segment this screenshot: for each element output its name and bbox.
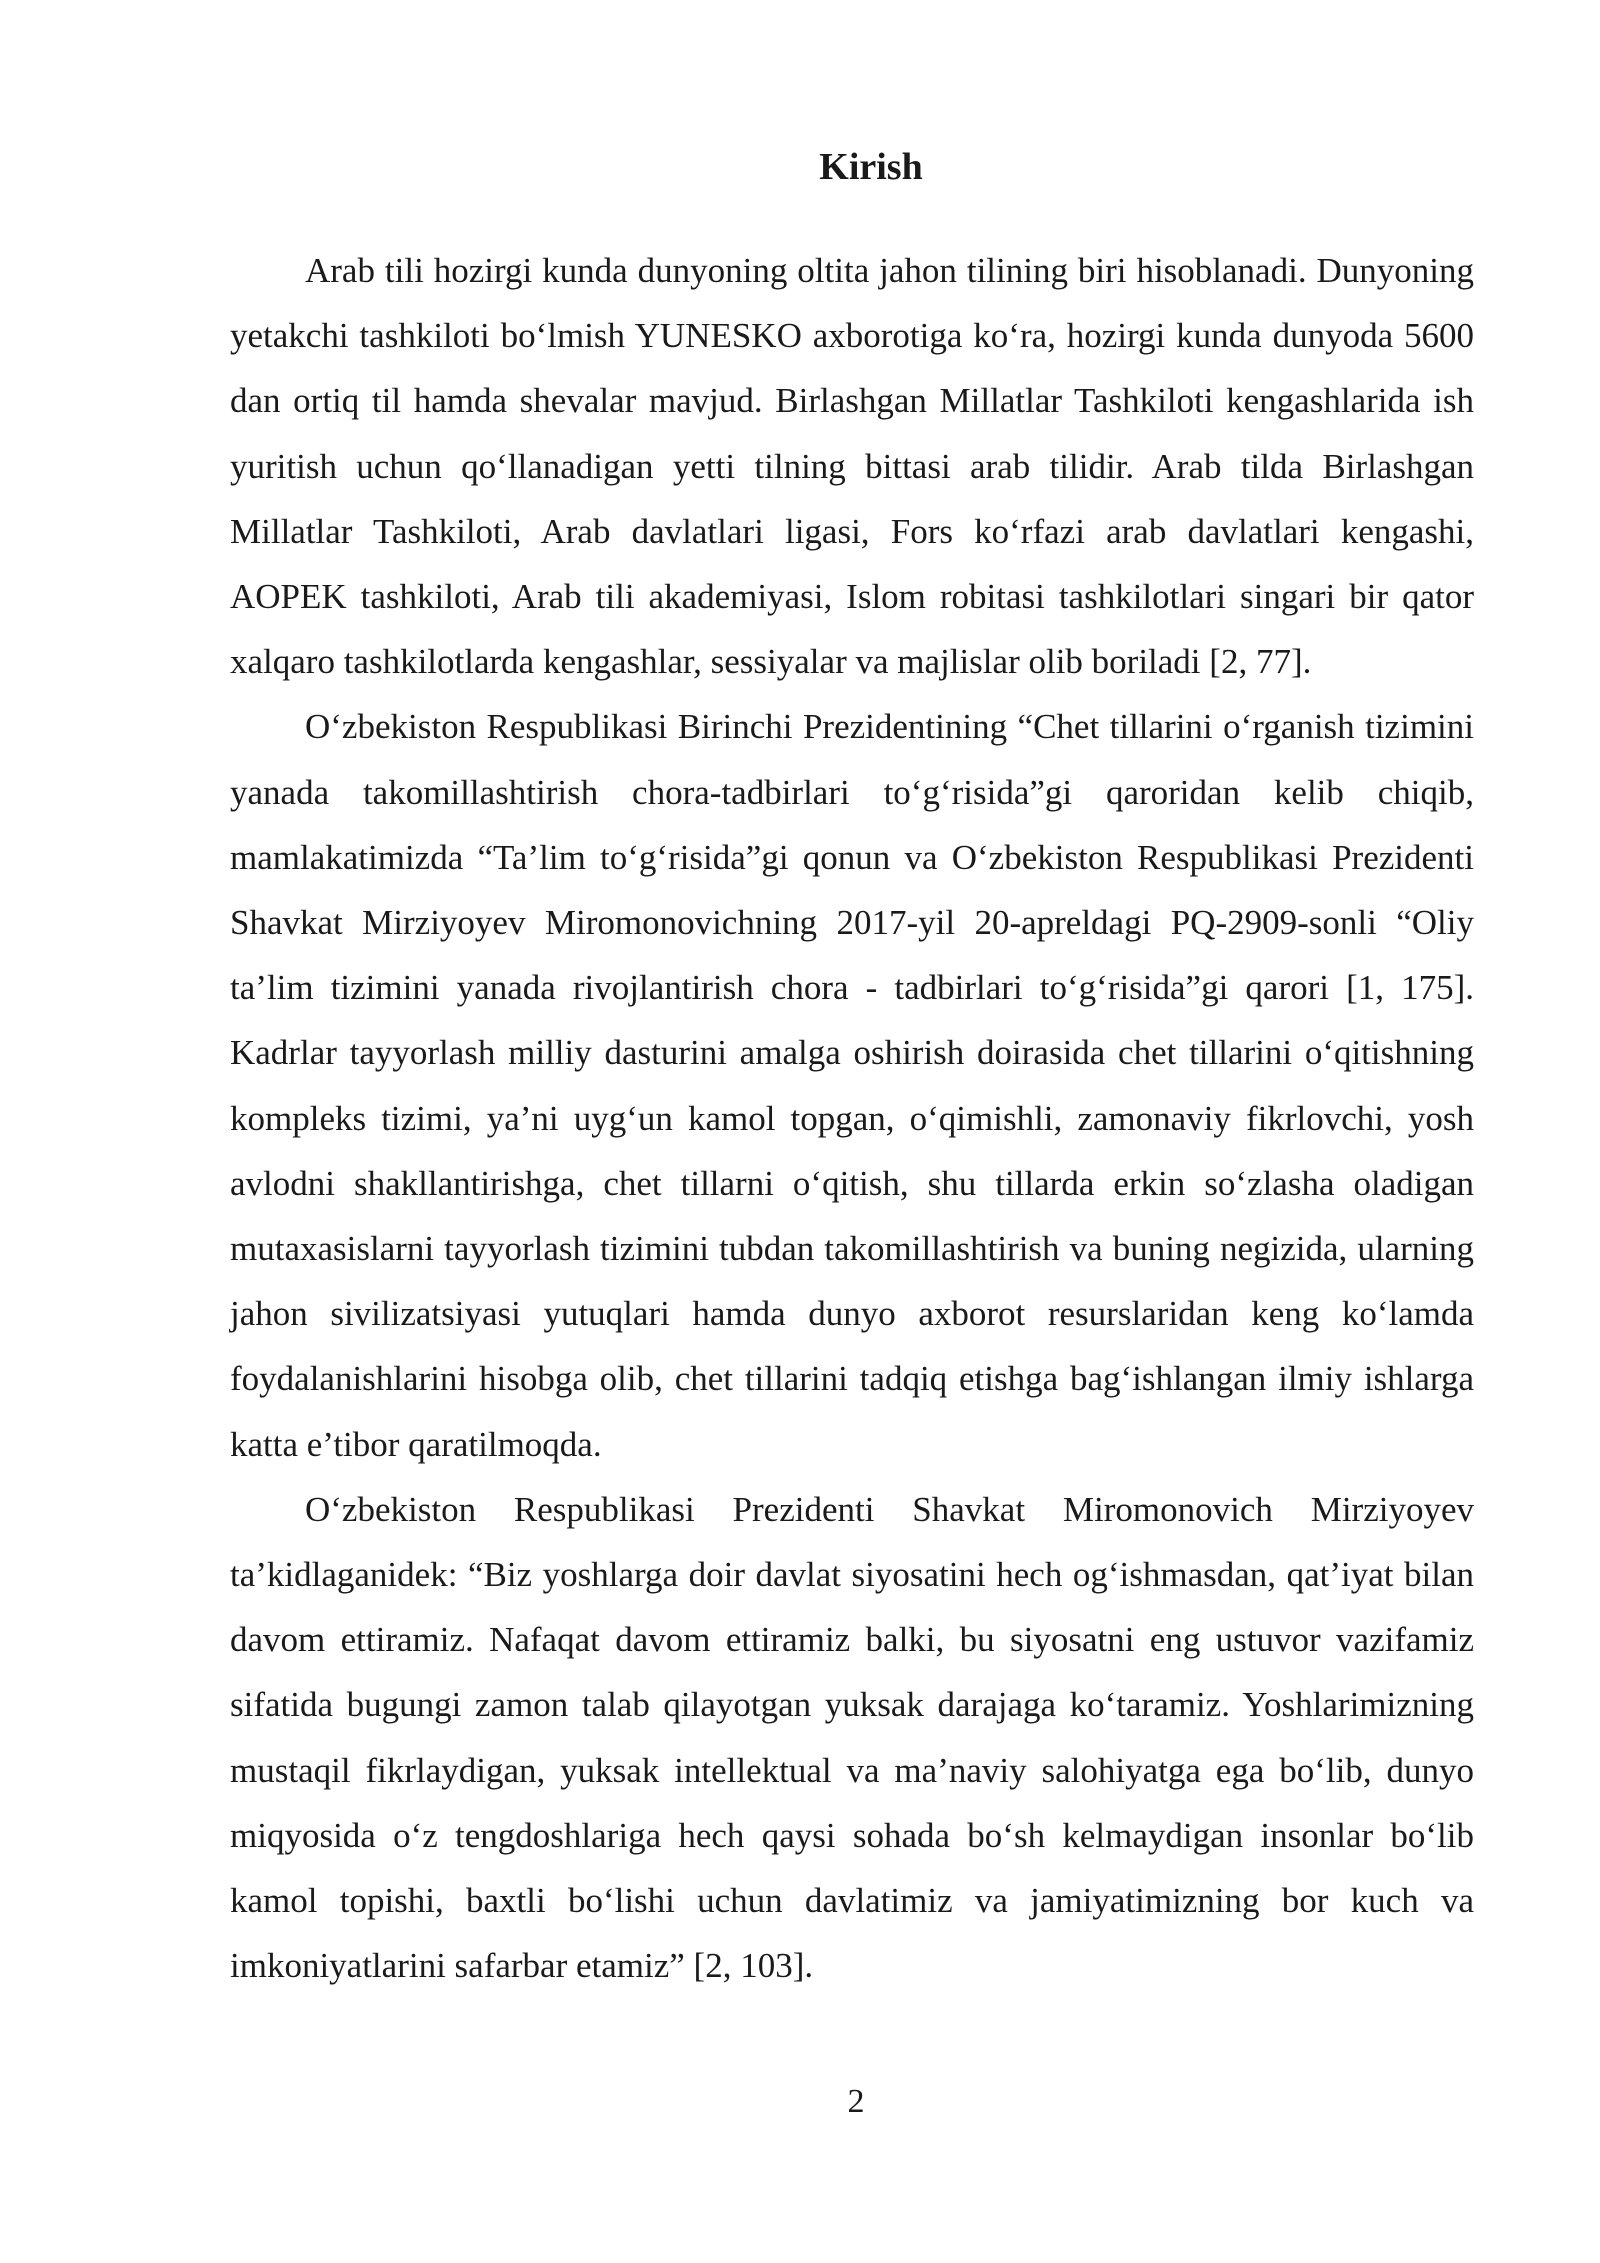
page-title: Kirish <box>819 146 923 188</box>
paragraph-2: O‘zbekiston Respublikasi Birinchi Prezidentining “Chet tillarini o‘rganish tizimini yanada takomillashtirish chora-tadbirlari to‘g‘risida”gi qaroridan kelib chiqib, mamlakatimizda “Ta’lim to‘g‘risida”gi qonun va O‘zbekiston Respublikasi Prezidenti Shavkat Mirziyoyev Miromonovichning 2017-yil 20-apreldagi PQ-2909-sonli “Oliy ta’lim tizimini yanada rivojlantirish chora - tadbirlari to‘g‘risida”gi qarori [1, 175]. Kadrlar tayyorlash milliy dasturini amalga oshirish doirasida chet tillarini o‘qitishning kompleks tizimi, ya’ni uyg‘un kamol topgan, o‘qimishli, zamonaviy fikrlovchi, yosh avlodni shakllantirishga, chet tillarni o‘qitish, shu tillarda erkin so‘zlasha oladigan mutaxasislarni tayyorlash tizimini tubdan takomillashtirish va buning negizida, ularning jahon sivilizatsiyasi yutuqlari hamda dunyo axborot resurslaridan keng ko‘lamda foydalanishlarini hisobga olib, chet tillarini tadqiq etishga bag‘ishlangan ilmiy ishlarga katta e’tibor qaratilmoqda. <box>230 707 1474 1464</box>
page-number: 2 <box>847 2083 865 2120</box>
paragraph-3: O‘zbekiston Respublikasi Prezidenti Shavkat Miromonovich Mirziyoyev ta’kidlaganidek: “Biz yoshlarga doir davlat siyosatini hech og‘ishmasdan, qat’iyat bilan davom ettiramiz. Nafaqat davom ettiramiz balki, bu siyosatni eng ustuvor vazifamiz sifatida bugungi zamon talab qilayotgan yuksak darajaga ko‘taramiz. Yoshlarimizning mustaqil fikrlaydigan, yuksak intellektual va ma’naviy salohiyatga ega bo‘lib, dunyo miqyosida o‘z tengdoshlariga hech qaysi sohada bo‘sh kelmaydigan insonlar bo‘lib kamol topishi, baxtli bo‘lishi uchun davlatimiz va jamiyatimizning bor kuch va imkoniyatlarini safarbar etamiz” [2, 103]. <box>230 1489 1474 1986</box>
paragraph-1: Arab tili hozirgi kunda dunyoning oltita jahon tilining biri hisoblanadi. Dunyoning yetakchi tashkiloti bo‘lmish YUNESKO axborotiga ko‘ra, hozirgi kunda dunyoda 5600 dan ortiq til hamda shevalar mavjud. Birlashgan Millatlar Tashkiloti kengashlarida ish yuritish uchun qo‘llanadigan yetti tilning bittasi arab tilidir. Arab tilda Birlashgan Millatlar Tashkiloti, Arab davlatlari ligasi, Fors ko‘rfazi arab davlatlari kengashi, AOPEK tashkiloti, Arab tili akademiyasi, Islom robitasi tashkilotlari singari bir qator xalqaro tashkilotlarda kengashlar, sessiyalar va majlislar olib boriladi [2, 77]. <box>230 251 1474 682</box>
body-text <box>230 238 1474 1998</box>
